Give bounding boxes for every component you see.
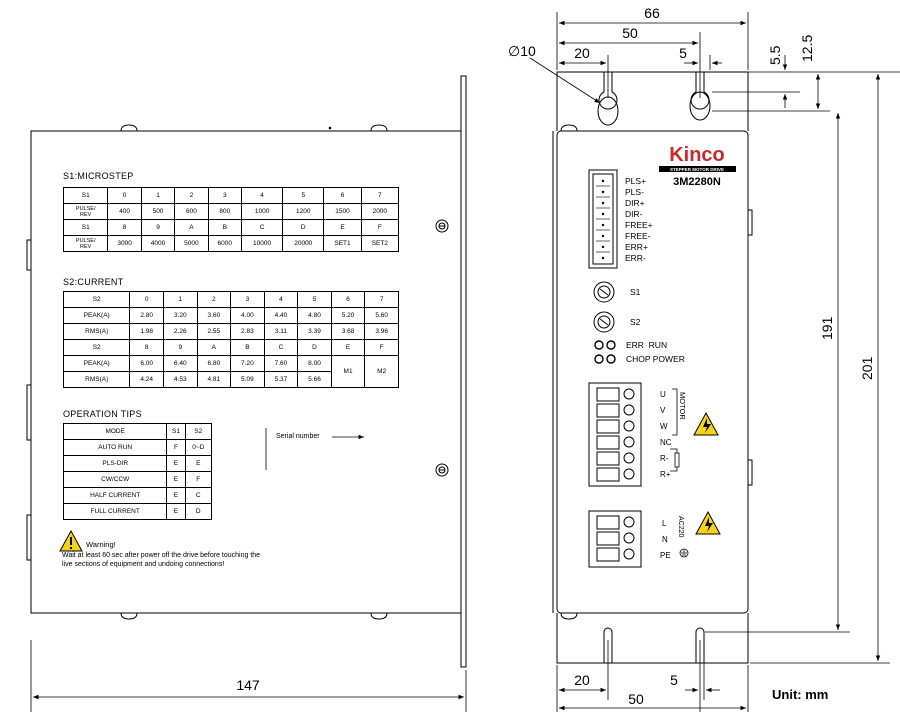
motor-pin-label: W	[660, 422, 668, 431]
s1-microstep-table	[63, 187, 399, 252]
m1-cell: M1	[331, 356, 365, 388]
rotary-switch-s1	[594, 282, 614, 302]
bottom-flange	[557, 613, 748, 663]
table-cell: 1500	[324, 204, 361, 220]
dim-147	[31, 640, 466, 712]
table-row	[64, 356, 399, 372]
signal-connector	[589, 170, 617, 268]
table-cell: 0	[130, 292, 164, 308]
table-cell: E	[185, 456, 212, 472]
table-cell: 3.20	[163, 308, 197, 324]
table-cell: 5	[283, 188, 324, 204]
table-cell: C	[264, 340, 298, 356]
mode-cell: HALF CURRENT	[64, 488, 167, 504]
table-cell: 2.55	[197, 324, 231, 340]
motor-group-label: MOTOR	[678, 392, 687, 420]
row-header-cell: S2	[64, 292, 130, 308]
power-group-label: AC220	[677, 516, 684, 538]
warning-icon	[60, 531, 82, 551]
tips-title: OPERATION TIPS	[63, 409, 142, 419]
bottom-clip-left	[121, 613, 137, 619]
table-cell: 4000	[141, 236, 174, 252]
front-dimensions	[530, 12, 900, 712]
row-header-cell: PEAK(A)	[64, 356, 130, 372]
table-cell: 5.20	[331, 308, 365, 324]
table-cell: 1	[163, 292, 197, 308]
dim-66-label: 66	[644, 5, 660, 21]
table-cell: F	[185, 472, 212, 488]
signal-label: DIR-	[625, 209, 643, 219]
dim-50-top-label: 50	[622, 25, 638, 41]
table-cell: B	[231, 340, 265, 356]
table-cell: 5	[298, 292, 332, 308]
dim-5-bottom-label: 5	[670, 672, 678, 688]
table-cell: 500	[141, 204, 174, 220]
table-cell: S2	[185, 424, 212, 440]
serial-number-label: Serial number	[276, 433, 320, 440]
s2-title: S2:CURRENT	[63, 277, 124, 287]
power-terminal-block	[589, 511, 688, 567]
table-cell: 2	[175, 188, 208, 204]
motor-pin-label: U	[660, 390, 666, 399]
table-cell: 5.37	[264, 372, 298, 388]
table-cell: 6000	[208, 236, 241, 252]
table-row	[64, 204, 399, 220]
table-cell: E	[167, 472, 185, 488]
motor-pin-label: R+	[660, 470, 671, 479]
table-cell: 4.53	[163, 372, 197, 388]
table-cell: 6.40	[163, 356, 197, 372]
warning-title: Warning!	[86, 540, 116, 549]
top-clip-right	[371, 125, 387, 131]
row-header-cell: S1	[64, 220, 108, 236]
table-cell: B	[208, 220, 241, 236]
motor-pin-label: V	[660, 406, 666, 415]
signal-label: PLS-	[625, 187, 644, 197]
table-row	[64, 424, 212, 440]
row-header-cell: PEAK(A)	[64, 308, 130, 324]
led-row2-label: CHOP POWER	[626, 354, 685, 364]
table-cell: 800	[208, 204, 241, 220]
power-pin-labels	[660, 519, 671, 560]
table-cell: 3.96	[365, 324, 399, 340]
table-cell: F	[167, 440, 185, 456]
dim-20-top-label: 20	[574, 45, 590, 61]
table-cell: SET1	[324, 236, 361, 252]
table-row	[64, 308, 399, 324]
top-clip-left	[121, 125, 137, 131]
table-cell: 3.39	[298, 324, 332, 340]
dim-12-5-label: 12.5	[799, 34, 815, 62]
dim-5-top-label: 5	[679, 45, 687, 61]
table-row	[64, 456, 212, 472]
signal-label: FREE+	[625, 220, 653, 230]
row-header-cell: S1	[64, 188, 108, 204]
table-cell: 5000	[175, 236, 208, 252]
model-number: 3M2280N	[673, 176, 721, 188]
motor-pin-labels	[660, 390, 672, 479]
table-cell: E	[167, 456, 185, 472]
table-cell: 1.98	[130, 324, 164, 340]
table-cell: D	[283, 220, 324, 236]
table-cell: 10000	[241, 236, 282, 252]
dim-201-label: 201	[859, 356, 875, 380]
table-cell: 5.09	[231, 372, 265, 388]
table-cell: E	[167, 504, 185, 520]
table-cell: 4.40	[264, 308, 298, 324]
unit-label: Unit: mm	[772, 687, 829, 702]
left-tab	[27, 385, 31, 440]
switch-s1-label: S1	[630, 287, 641, 297]
side-screw	[436, 220, 448, 232]
mode-cell: MODE	[64, 424, 167, 440]
table-cell: C	[241, 220, 282, 236]
table-cell: SET2	[361, 236, 398, 252]
table-row	[64, 236, 399, 252]
mode-cell: PLS-DIR	[64, 456, 167, 472]
table-cell: E	[324, 220, 361, 236]
table-row	[64, 472, 212, 488]
table-cell: 3	[208, 188, 241, 204]
table-cell: 6.80	[197, 356, 231, 372]
table-cell: 0	[108, 188, 141, 204]
dim-diameter-label: ∅10	[508, 43, 536, 59]
table-cell: 400	[108, 204, 141, 220]
mode-cell: FULL CURRENT	[64, 504, 167, 520]
dim-147-label: 147	[236, 677, 260, 693]
table-cell: 1000	[241, 204, 282, 220]
brand-subtitle: STEPPER MOTOR DRIVE	[670, 167, 724, 172]
table-row	[64, 292, 399, 308]
dim-20-bottom-label: 20	[574, 672, 590, 688]
top-flange	[557, 72, 748, 131]
table-cell: 2.80	[130, 308, 164, 324]
table-cell: 7.60	[264, 356, 298, 372]
s2-current-table	[63, 291, 399, 388]
mode-cell: AUTO RUN	[64, 440, 167, 456]
motor-pin-label: R-	[660, 454, 669, 463]
table-row	[64, 440, 212, 456]
table-cell: 1	[141, 188, 174, 204]
hazard-icon	[694, 413, 718, 435]
row-header-cell: PULSE/ REV	[64, 204, 108, 220]
table-cell: A	[175, 220, 208, 236]
m2-cell: M2	[365, 356, 399, 388]
table-cell: 6	[331, 292, 365, 308]
table-cell: 8.00	[298, 356, 332, 372]
side-screw	[436, 464, 448, 476]
table-cell: 6.00	[130, 356, 164, 372]
table-cell: 2000	[361, 204, 398, 220]
row-header-cell: RMS(A)	[64, 324, 130, 340]
signal-labels	[625, 176, 653, 263]
table-cell: 4	[241, 188, 282, 204]
table-cell: 3000	[108, 236, 141, 252]
table-cell: 5.66	[298, 372, 332, 388]
table-cell: 3.60	[197, 308, 231, 324]
table-cell: 3	[231, 292, 265, 308]
row-header-cell: S2	[64, 340, 130, 356]
table-cell: D	[185, 504, 212, 520]
motor-pin-label: NC	[660, 438, 672, 447]
signal-label: ERR+	[625, 242, 648, 252]
left-tab	[27, 515, 31, 560]
table-cell: 2.83	[231, 324, 265, 340]
table-cell: 4.24	[130, 372, 164, 388]
row-header-cell: PULSE/ REV	[64, 236, 108, 252]
table-row	[64, 324, 399, 340]
power-pin-label: PE	[660, 551, 671, 560]
table-cell: 4.81	[197, 372, 231, 388]
table-cell: 8	[108, 220, 141, 236]
table-cell: 9	[141, 220, 174, 236]
table-cell: 3.68	[331, 324, 365, 340]
table-cell: 7	[365, 292, 399, 308]
table-cell: E	[167, 488, 185, 504]
table-cell: 0~D	[185, 440, 212, 456]
table-cell: 5.60	[365, 308, 399, 324]
table-cell: 4.80	[298, 308, 332, 324]
table-cell: C	[185, 488, 212, 504]
dim-191-label: 191	[819, 316, 835, 340]
table-cell: D	[298, 340, 332, 356]
warning-text: Wait at least 60 sec after power off the drive before touching the live sections of equipment and undoing connections!	[62, 552, 261, 568]
table-cell: E	[331, 340, 365, 356]
front-body	[557, 131, 748, 613]
power-pin-label: L	[662, 519, 667, 528]
table-cell: S1	[167, 424, 185, 440]
table-cell: 9	[163, 340, 197, 356]
table-cell: 600	[175, 204, 208, 220]
signal-label: FREE-	[625, 231, 651, 241]
left-tab	[27, 240, 31, 270]
table-row	[64, 340, 399, 356]
signal-label: PLS+	[625, 176, 647, 186]
table-cell: 8	[130, 340, 164, 356]
mode-cell: CW/CCW	[64, 472, 167, 488]
table-cell: F	[365, 340, 399, 356]
table-cell: 6	[324, 188, 361, 204]
led-row1-label: ERR RUN	[626, 340, 668, 350]
side-view-flange	[461, 76, 466, 667]
s1-title: S1:MICROSTEP	[63, 171, 134, 181]
table-cell: 2	[197, 292, 231, 308]
table-cell: 20000	[283, 236, 324, 252]
table-row	[64, 488, 212, 504]
power-pin-label: N	[662, 535, 668, 544]
signal-label: ERR-	[625, 253, 646, 263]
status-leds	[595, 341, 615, 363]
brand-logo: Kinco	[669, 144, 725, 166]
table-cell: 4	[264, 292, 298, 308]
table-row	[64, 220, 399, 236]
table-cell: 3.11	[264, 324, 298, 340]
table-cell: 2.26	[163, 324, 197, 340]
bottom-clip-right	[371, 613, 387, 619]
operation-tips-table	[63, 423, 212, 520]
dim-50-bottom-label: 50	[628, 691, 644, 707]
switch-s2-label: S2	[630, 317, 641, 327]
dim-5-5-label: 5.5	[767, 45, 783, 65]
signal-label: DIR+	[625, 198, 645, 208]
table-row	[64, 188, 399, 204]
row-header-cell: RMS(A)	[64, 372, 130, 388]
table-cell: 7.20	[231, 356, 265, 372]
table-cell: 7	[361, 188, 398, 204]
rotary-switch-s2	[594, 312, 614, 332]
table-cell: F	[361, 220, 398, 236]
table-cell: 1200	[283, 204, 324, 220]
table-cell: 4.00	[231, 308, 265, 324]
table-cell: A	[197, 340, 231, 356]
table-row	[64, 504, 212, 520]
hazard-icon	[696, 512, 720, 534]
